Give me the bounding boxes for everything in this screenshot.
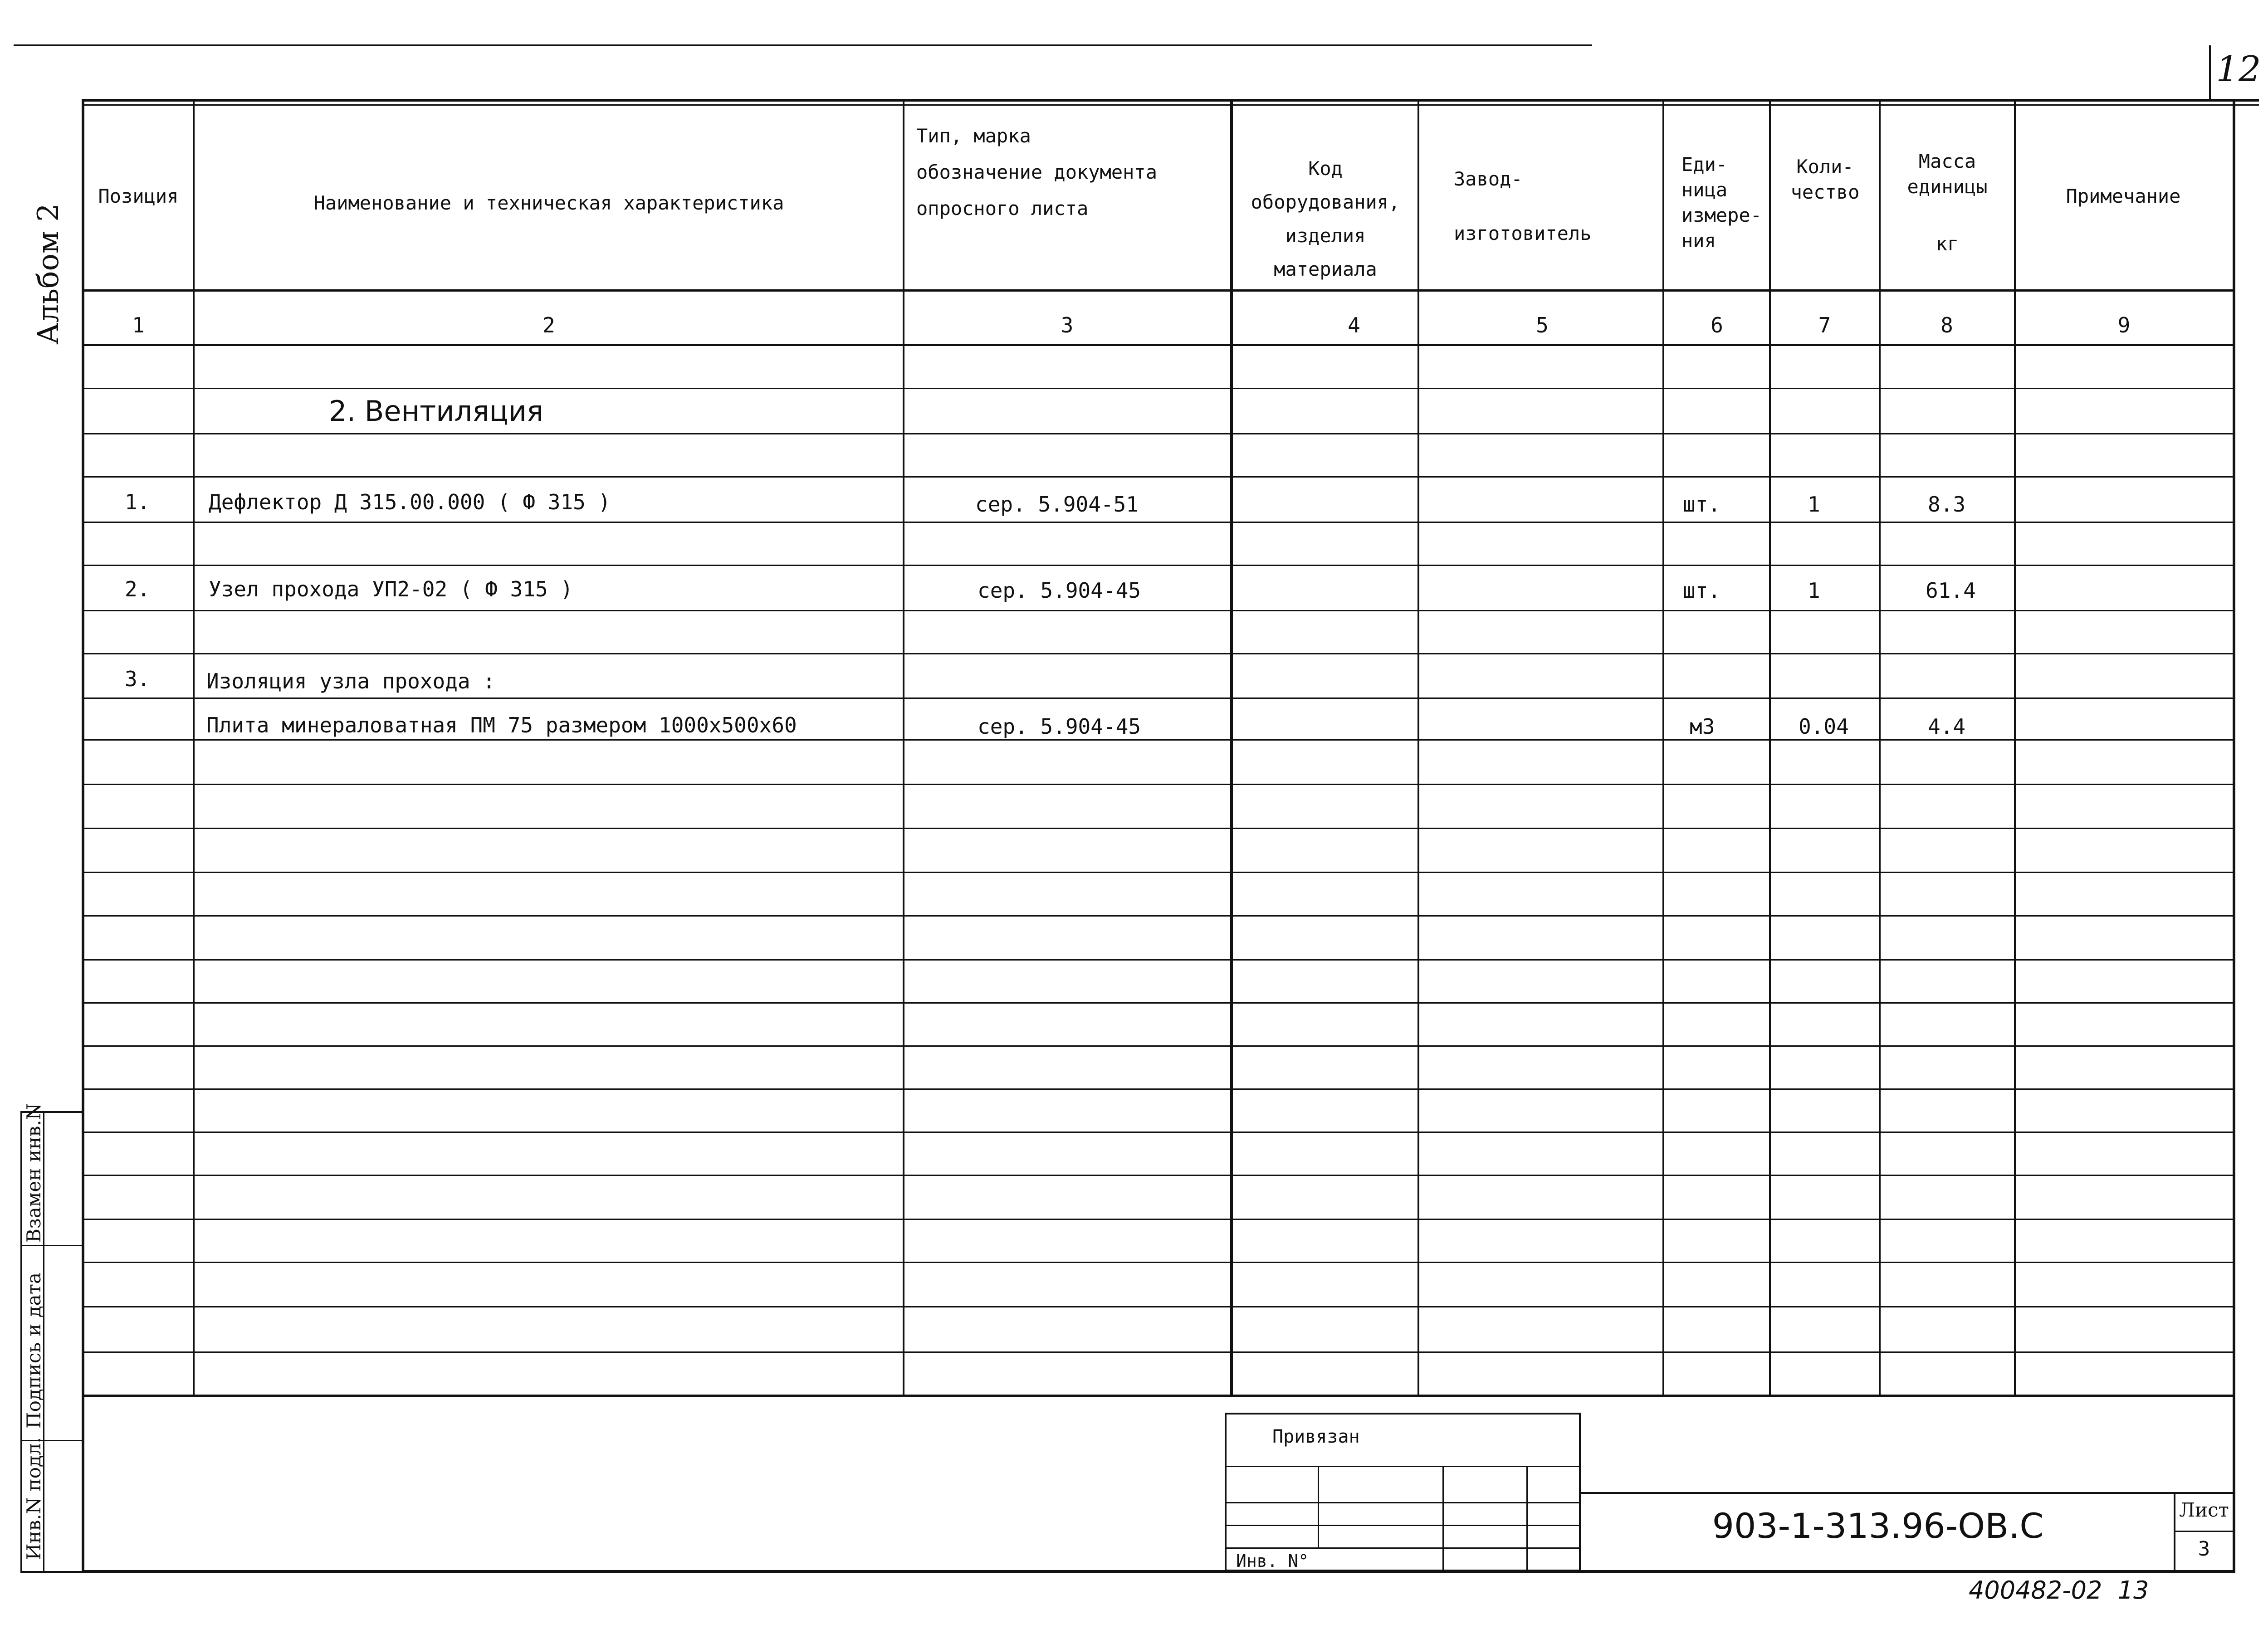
row-4-mass: 4.4 [1928, 714, 1966, 739]
row-1-qty: 1 [1808, 492, 1820, 517]
list-number: 3 [2198, 1537, 2210, 1561]
row-2-pos: 2. [125, 577, 150, 601]
colnum-4: 4 [1348, 313, 1360, 337]
header-unit: Еди- ница измере- ния [1681, 153, 1762, 252]
privyazan-label: Привязан [1272, 1426, 1360, 1447]
stamp-replace-inv: Взамен инв.N [23, 1103, 45, 1243]
colnum-9: 9 [2117, 313, 2131, 337]
colnum-3: 3 [1061, 313, 1074, 337]
row-2-qty: 1 [1808, 578, 1820, 603]
list-label: Лист [2179, 1499, 2229, 1521]
stamp-signature-date: Подпись и дата [23, 1272, 45, 1429]
row-4-type: сер. 5.904-45 [978, 714, 1141, 739]
row-3-pos: 3. [125, 667, 150, 691]
row-1-type: сер. 5.904-51 [975, 492, 1139, 517]
row-1-unit: шт. [1683, 492, 1721, 517]
row-2-mass: 61.4 [1926, 578, 1976, 603]
colnum-2: 2 [543, 313, 555, 337]
section-title: 2. Вентиляция [329, 395, 544, 428]
row-1-pos: 1. [125, 490, 150, 514]
header-type: Тип, марка обозначение документа опросного листа [916, 125, 1158, 219]
header-code: Код оборудования, изделия материала [1251, 157, 1400, 280]
row-4-unit: м3 [1690, 714, 1715, 739]
header-quantity: Коли- чество [1790, 156, 1860, 203]
colnum-8: 8 [1941, 313, 1953, 337]
row-2-name: Узел прохода УП2-02 ( Ф 315 ) [209, 577, 573, 601]
header-position: Позиция [98, 185, 179, 207]
header-name: Наименование и техническая характеристика [313, 192, 784, 214]
row-4-name: Плита минераловатная ПМ 75 размером 1000х500х60 [206, 713, 797, 737]
row-3-name: Изоляция узла прохода : [206, 669, 495, 693]
header-manufacturer: Завод- изготовитель [1454, 168, 1592, 244]
archive-number: 400482-02 13 [1969, 1576, 2149, 1605]
stamp-inv-original: Инв.N подл. [23, 1437, 45, 1560]
colnum-5: 5 [1536, 313, 1549, 337]
doc-code: 903-1-313.96-ОВ.С [1712, 1506, 2044, 1546]
inv-no-label: Инв. N° [1236, 1551, 1309, 1571]
row-2-unit: шт. [1683, 578, 1721, 603]
sheet-number: 12 [2216, 49, 2261, 90]
row-1-name: Дефлектор Д 315.00.000 ( Ф 315 ) [209, 490, 611, 514]
colnum-7: 7 [1818, 313, 1831, 337]
album-label: Альбом 2 [32, 203, 65, 345]
colnum-6: 6 [1711, 313, 1723, 337]
header-mass: Масса единицы кг [1907, 150, 1988, 255]
row-1-mass: 8.3 [1928, 492, 1966, 517]
row-4-qty: 0.04 [1799, 714, 1849, 739]
row-2-type: сер. 5.904-45 [978, 578, 1141, 603]
header-note: Примечание [2066, 185, 2181, 207]
colnum-1: 1 [132, 313, 145, 337]
